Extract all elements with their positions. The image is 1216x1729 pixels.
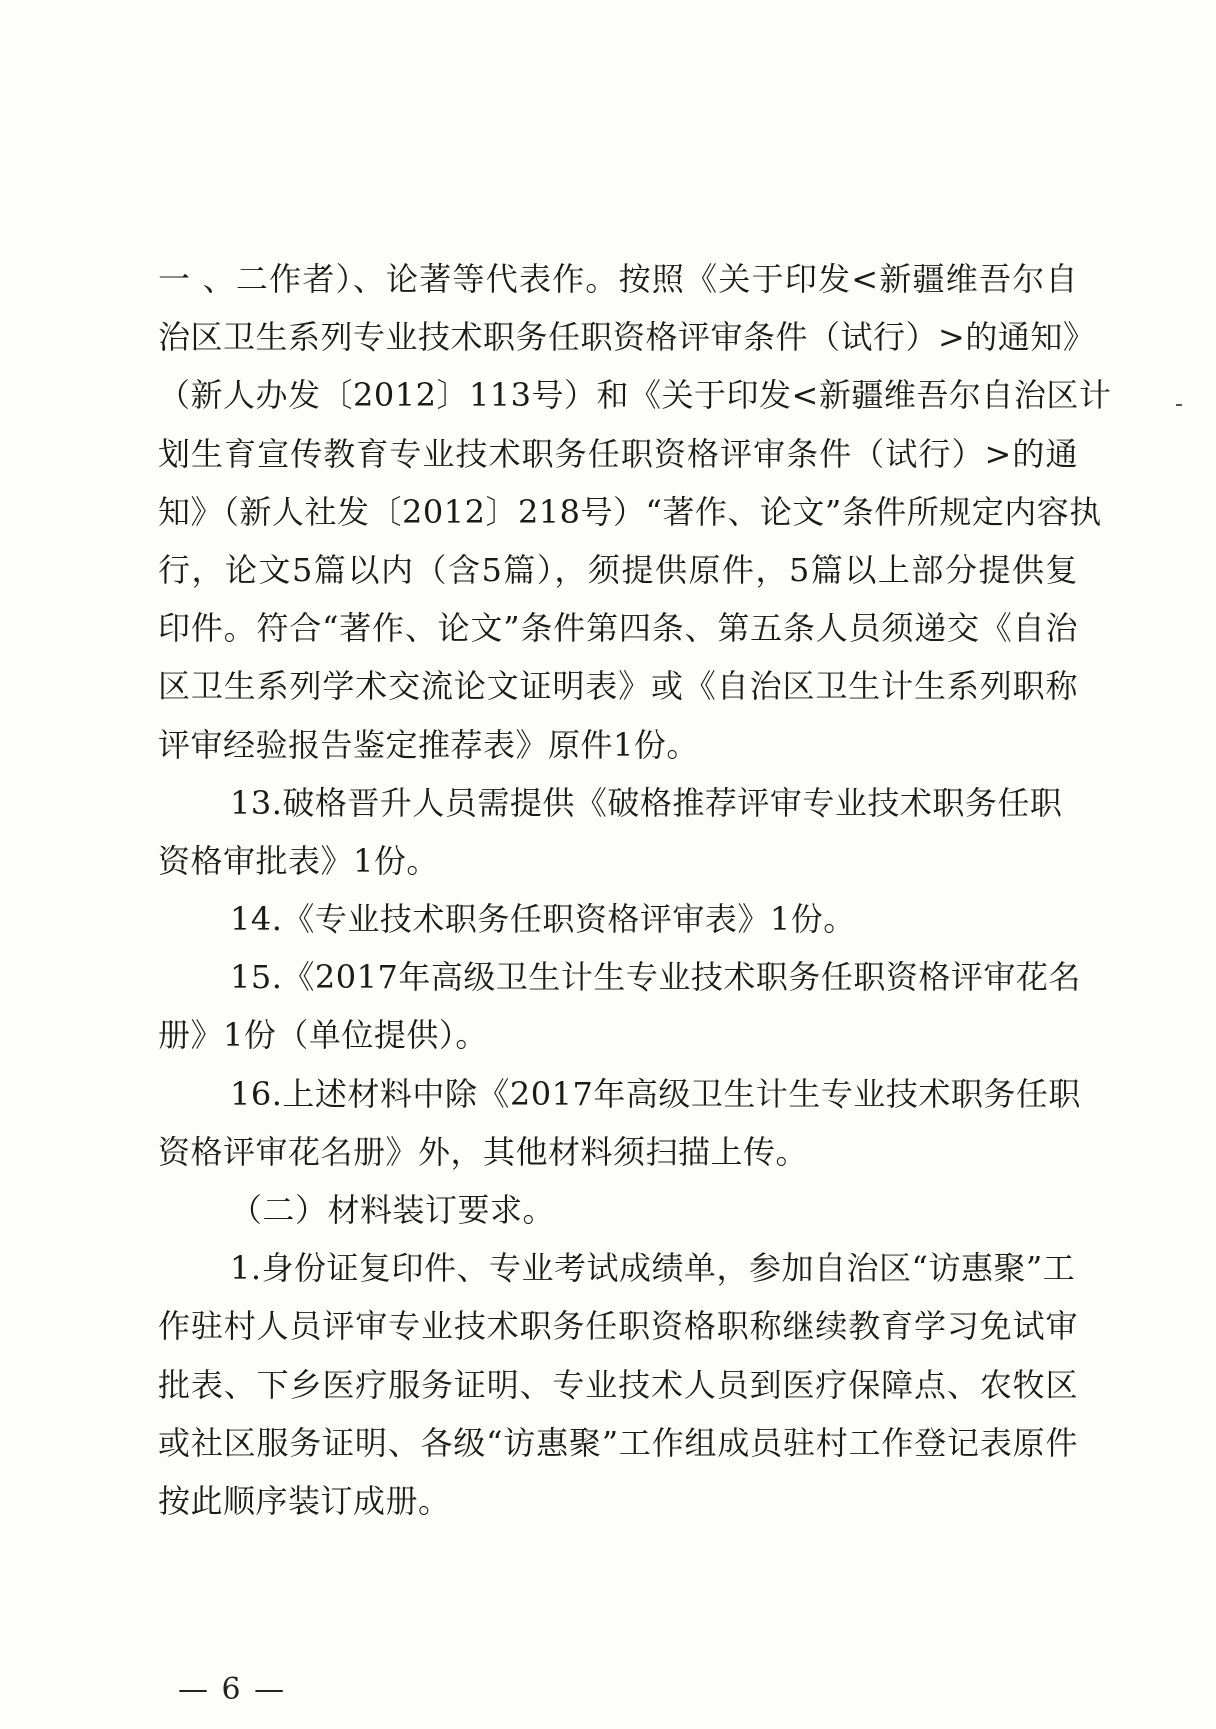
text-line-16: 资格评审花名册》外，其他材料须扫描上传。: [158, 1132, 809, 1171]
text-line-5: 知》（新人社发〔2012〕218号）“著作、论文”条件所规定内容执: [158, 492, 1102, 531]
text-line-6: 行，论文5篇以内（含5篇），须提供原件，5篇以上部分提供复: [158, 550, 1078, 589]
text-line-8: 区卫生系列学术交流论文证明表》或《自治区卫生计生系列职称: [158, 667, 1078, 706]
section-heading: （二）材料装订要求。: [230, 1191, 556, 1229]
text-line-21: 或社区服务证明、各级“访惠聚”工作组成员驻村工作登记表原件: [158, 1423, 1078, 1462]
text-line-3: （新人办发〔2012〕113号）和《关于印发<新疆维吾尔自治区计: [158, 376, 1112, 415]
text-line-22: 按此顺序装订成册。: [158, 1481, 451, 1520]
text-line-4: 划生育宣传教育专业技术职务任职资格评审条件（试行）>的通: [158, 434, 1078, 473]
text-line-13: 15.《2017年高级卫生计生专业技术职务任职资格评审花名: [230, 958, 1081, 997]
text-line-1: 一 、二作者）、论著等代表作。按照《关于印发<新疆维吾尔自: [158, 260, 1078, 298]
text-line-18: 1.身份证复印件、专业考试成绩单，参加自治区“访惠聚”工: [230, 1249, 1076, 1288]
text-line-20: 批表、下乡医疗服务证明、专业技术人员到医疗保障点、农牧区: [158, 1365, 1078, 1404]
text-line-15: 16.上述材料中除《2017年高级卫生计生专业技术职务任职: [230, 1074, 1081, 1113]
text-line-10: 13.破格晋升人员需提供《破格推荐评审专业技术职务任职: [230, 783, 1063, 822]
text-line-12: 14.《专业技术职务任职资格评审表》1份。: [230, 900, 856, 939]
scan-mark: [1176, 404, 1182, 406]
text-line-19: 作驻村人员评审专业技术职务任职资格职称继续教育学习免试审: [158, 1307, 1078, 1346]
text-line-11: 资格审批表》1份。: [158, 841, 439, 880]
text-line-2: 治区卫生系列专业技术职务任职资格评审条件（试行）>的通知》: [158, 318, 1096, 357]
page-number: — 6 —: [178, 1672, 287, 1707]
text-line-7: 印件。符合“著作、论文”条件第四条、第五条人员须递交《自治: [158, 609, 1078, 648]
text-line-14: 册》1份（单位提供）。: [158, 1016, 488, 1055]
text-line-9: 评审经验报告鉴定推荐表》原件1份。: [158, 725, 699, 764]
document-body: [158, 250, 1112, 1530]
